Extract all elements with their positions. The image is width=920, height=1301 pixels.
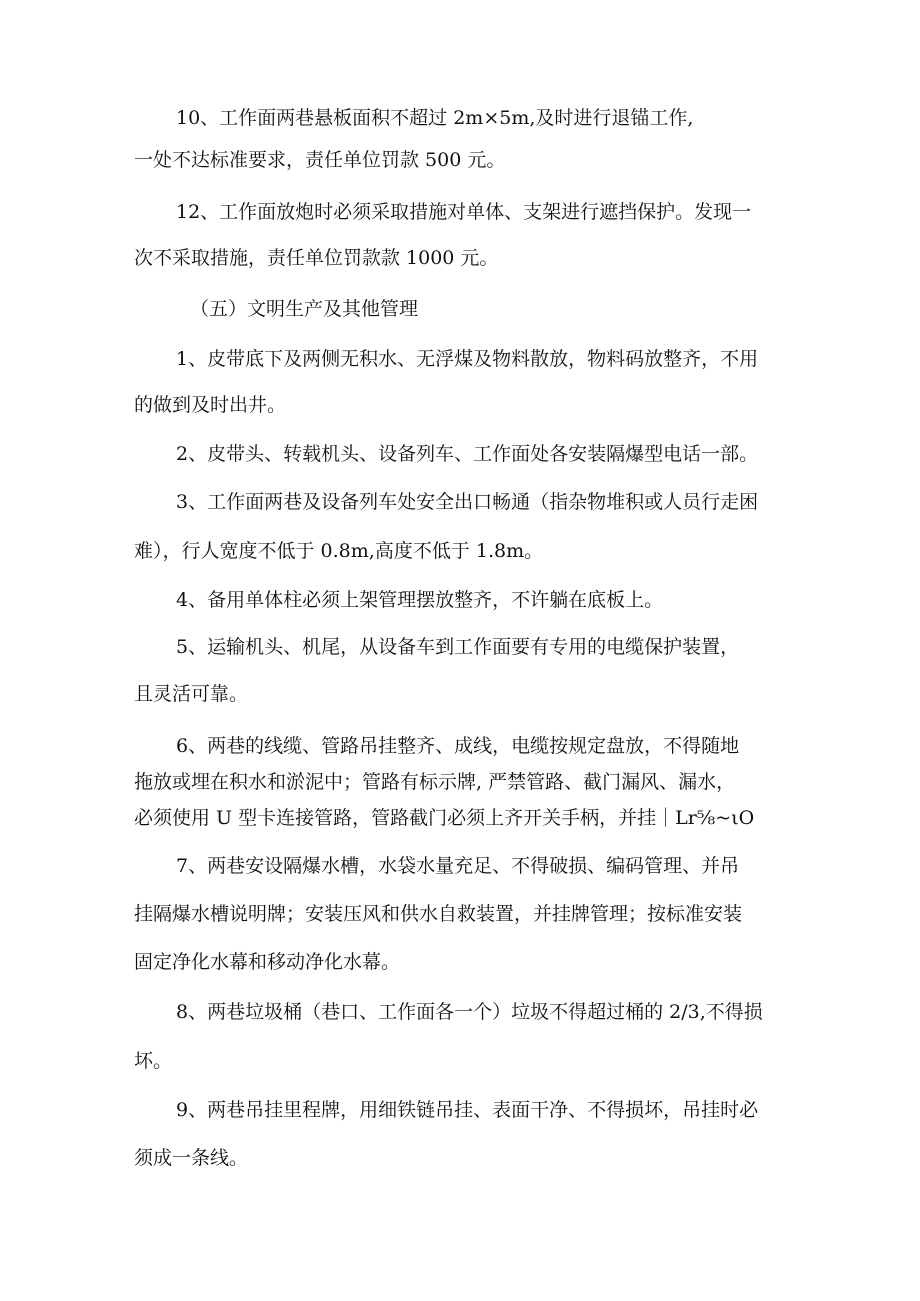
paragraph-10-line-1: 10、工作面两巷悬板面积不超过 2m×5m,及时进行退锚工作, (176, 107, 694, 129)
item-6-line-3: 必须使用 U 型卡连接管路，管路截门必须上齐开关手柄，并挂｜Lr⅝~ιO (134, 807, 755, 829)
item-6-line-2: 拖放或埋在积水和淤泥中；管路有标示牌, 严禁管路、截门漏风、漏水， (134, 771, 736, 793)
item-5-line-1: 5、运输机头、机尾，从设备车到工作面要有专用的电缆保护装置， (176, 636, 740, 658)
item-3-line-2: 难），行人宽度不低于 0.8m,高度不低于 1.8m。 (134, 540, 544, 562)
item-4-line-1: 4、备用单体柱必须上架管理摆放整齐，不许躺在底板上。 (176, 589, 664, 611)
section-heading: （五）文明生产及其他管理 (190, 298, 419, 320)
item-2-line-1: 2、皮带头、转载机头、设备列车、工作面处各安装隔爆型电话一部。 (176, 443, 759, 465)
item-5-line-2: 且灵活可靠。 (134, 683, 249, 705)
item-7-line-1: 7、两巷安设隔爆水槽，水袋水量充足、不得破损、编码管理、并吊 (176, 855, 740, 877)
item-7-line-3: 固定净化水幕和移动净化水幕。 (134, 951, 401, 973)
item-3-line-1: 3、工作面两巷及设备列车处安全出口畅通（指杂物堆积或人员行走困 (176, 491, 759, 513)
item-6-line-1: 6、两巷的线缆、管路吊挂整齐、成线，电缆按规定盘放，不得随地 (176, 735, 740, 757)
item-9-line-1: 9、两巷吊挂里程牌，用细铁链吊挂、表面干净、不得损坏，吊挂时必 (176, 1099, 759, 1121)
paragraph-10-line-2: 一处不达标准要求，责任单位罚款 500 元。 (134, 149, 506, 171)
item-9-line-2: 须成一条线。 (134, 1147, 249, 1169)
item-8-line-2: 坏。 (134, 1050, 173, 1072)
item-1-line-2: 的做到及时出井。 (134, 394, 287, 416)
item-8-line-1: 8、两巷垃圾桶（巷口、工作面各一个）垃圾不得超过桶的 2/3,不得损 (176, 1001, 763, 1023)
paragraph-12-line-1: 12、工作面放炮时必须采取措施对单体、支架进行遮挡保护。发现一 (176, 201, 752, 223)
item-7-line-2: 挂隔爆水槽说明牌；安装压风和供水自救装置，并挂牌管理；按标准安装 (134, 903, 743, 925)
paragraph-12-line-2: 次不采取措施，责任单位罚款款 1000 元。 (134, 247, 499, 269)
item-1-line-1: 1、皮带底下及两侧无积水、无浮煤及物料散放，物料码放整齐，不用 (176, 348, 759, 370)
